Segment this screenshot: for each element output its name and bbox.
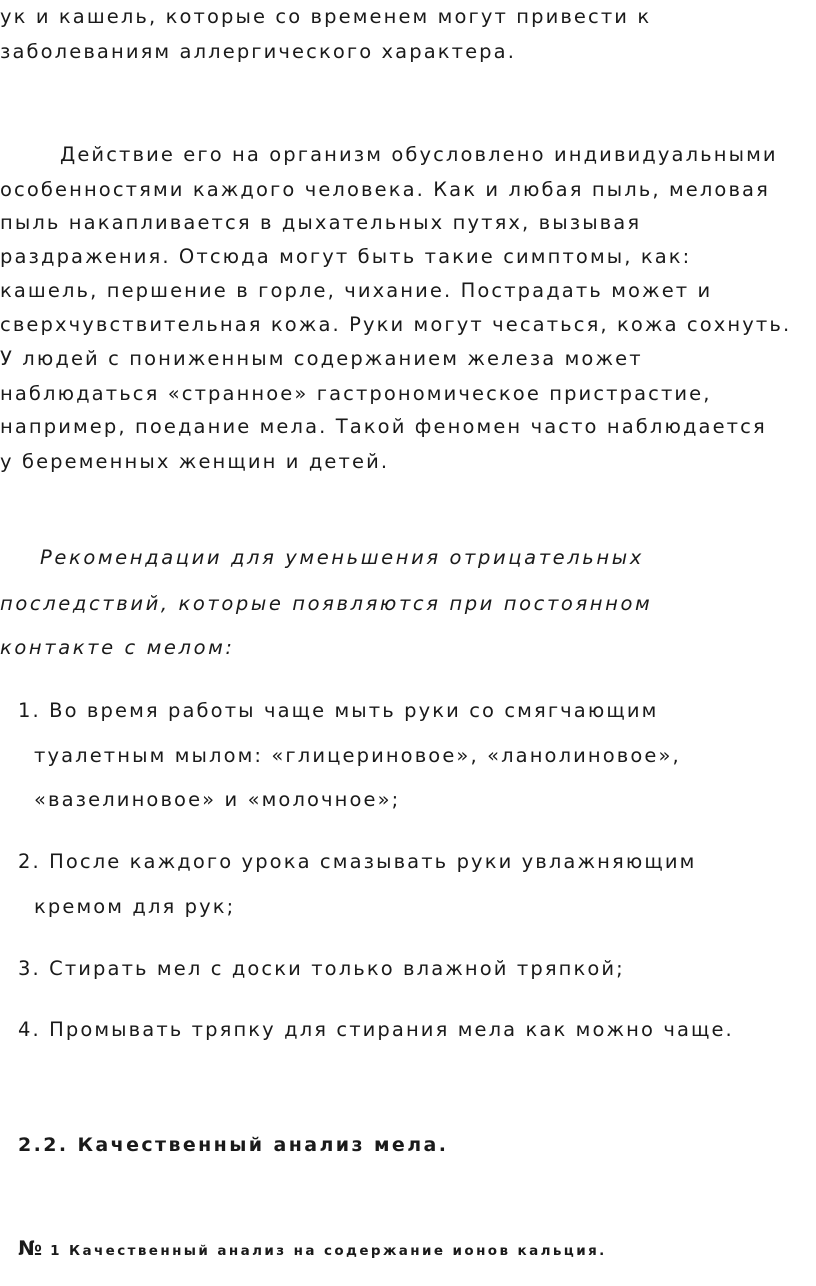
list-item-1-line: «вазелиновое» и «молочное»; — [34, 788, 401, 811]
intro-line: ук и кашель, которые со временем могут привести к — [0, 5, 652, 28]
list-item-2-line: 2. После каждого урока смазывать руки увлажняющим — [18, 850, 697, 873]
number-sign: № — [18, 1236, 44, 1260]
list-item-2-line: кремом для рук; — [34, 895, 236, 918]
subsection-text: 1 Качественный анализ на содержание ионов кальция. — [43, 1243, 607, 1259]
paragraph-line: сверхчувствительная кожа. Руки могут чесаться, кожа сохнуть. — [0, 313, 792, 336]
paragraph-line: особенностями каждого человека. Как и любая пыль, меловая — [0, 178, 770, 201]
paragraph-line: например, поедание мела. Такой феномен часто наблюдается — [0, 415, 767, 438]
paragraph-line: кашель, першение в горле, чихание. Пострадать может и — [0, 279, 713, 302]
paragraph-line: раздражения. Отсюда могут быть такие симптомы, как: — [0, 245, 692, 268]
list-item-4-line: 4. Промывать тряпку для стирания мела как можно чаще. — [18, 1018, 734, 1041]
section-heading: 2.2. Качественный анализ мела. — [18, 1134, 449, 1156]
paragraph-line: наблюдаться «странное» гастрономическое пристрастие, — [0, 382, 712, 405]
recommendations-title-line: контакте с мелом: — [0, 636, 235, 659]
list-item-1-line: туалетным мылом: «глицериновое», «ланолиновое», — [34, 744, 681, 767]
subsection-heading — [18, 1234, 607, 1265]
list-item-3-line: 3. Стирать мел с доски только влажной тряпкой; — [18, 957, 625, 980]
recommendations-title-line: Рекомендации для уменьшения отрицательных — [40, 546, 644, 569]
paragraph-line: пыль накапливается в дыхательных путях, вызывая — [0, 211, 642, 234]
intro-line: заболеваниям аллергического характера. — [0, 40, 517, 63]
recommendations-title-line: последствий, которые появляются при постоянном — [0, 592, 653, 615]
paragraph-line: У людей с пониженным содержанием железа может — [0, 347, 643, 370]
paragraph-line: у беременных женщин и детей. — [0, 450, 390, 473]
paragraph-line: Действие его на организм обусловлено индивидуальными — [60, 143, 778, 166]
list-item-1-line: 1. Во время работы чаще мыть руки со смягчающим — [18, 699, 659, 722]
